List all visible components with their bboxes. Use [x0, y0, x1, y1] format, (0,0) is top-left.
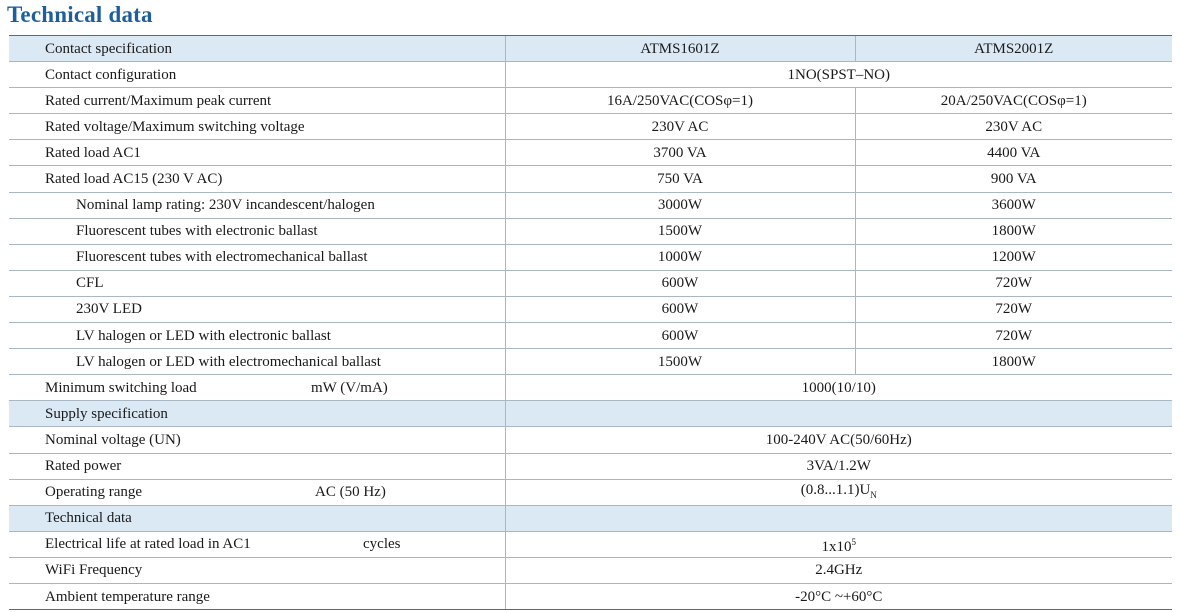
row-value: 1NO(SPST–NO) — [505, 62, 1172, 88]
row-value-b: 230V AC — [855, 114, 1172, 140]
row-label: Rated load AC15 (230 V AC) — [9, 166, 505, 192]
section-header: Technical data — [9, 505, 505, 531]
row-label-cell — [9, 479, 505, 505]
row-value: (0.8...1.1)U — [800, 481, 871, 498]
section-header: Supply specification — [9, 401, 505, 427]
row-value-superscript: 5 — [851, 536, 856, 547]
row-label: LV halogen or LED with electromechanical ballast — [9, 349, 505, 375]
row-label: CFL — [9, 270, 505, 296]
row-value: 1x10 — [821, 538, 852, 555]
row-label-cell — [9, 375, 505, 401]
row-value-a: 600W — [505, 270, 855, 296]
section-header-blank — [505, 401, 1172, 427]
row-value-a: 600W — [505, 323, 855, 349]
row-label: Rated load AC1 — [9, 140, 505, 166]
row-label-cell — [9, 531, 505, 557]
table-row — [9, 140, 1172, 166]
table-row — [9, 62, 1172, 88]
table-row — [9, 244, 1172, 270]
row-value: 1000(10/10) — [505, 375, 1172, 401]
row-label: Nominal lamp rating: 230V incandescent/halogen — [9, 192, 505, 218]
table-row — [9, 427, 1172, 453]
row-unit: AC (50 Hz) — [315, 484, 386, 501]
row-value-a: 1500W — [505, 218, 855, 244]
row-unit: mW (V/mA) — [311, 379, 388, 396]
row-value-b: 720W — [855, 323, 1172, 349]
row-value-cell — [505, 479, 1172, 505]
table-row — [9, 114, 1172, 140]
table-row — [9, 218, 1172, 244]
row-label: LV halogen or LED with electronic ballast — [9, 323, 505, 349]
table-row — [9, 88, 1172, 114]
model-a-header: ATMS1601Z — [505, 36, 855, 62]
row-value-b: 20A/250VAC(COSφ=1) — [855, 88, 1172, 114]
row-label: Fluorescent tubes with electromechanical ballast — [9, 244, 505, 270]
table-row — [9, 166, 1172, 192]
row-value-b: 1200W — [855, 244, 1172, 270]
row-label: Minimum switching load — [45, 379, 197, 396]
row-value-a: 3000W — [505, 192, 855, 218]
row-value-b: 720W — [855, 270, 1172, 296]
row-value-subscript: N — [870, 489, 877, 500]
row-label: Contact specification — [9, 36, 505, 62]
row-value-b: 720W — [855, 296, 1172, 322]
row-label: Operating range — [45, 484, 143, 501]
row-label: Rated voltage/Maximum switching voltage — [9, 114, 505, 140]
row-value: 2.4GHz — [505, 557, 1172, 583]
section-header-row — [9, 401, 1172, 427]
row-label: Nominal voltage (UN) — [9, 427, 505, 453]
table-row — [9, 479, 1172, 505]
page-title: Technical data — [7, 2, 153, 27]
row-value-b: 900 VA — [855, 166, 1172, 192]
row-value-b: 1800W — [855, 218, 1172, 244]
row-value-cell — [505, 531, 1172, 557]
table-row — [9, 453, 1172, 479]
row-label: 230V LED — [9, 296, 505, 322]
table-row — [9, 296, 1172, 322]
row-value-a: 1000W — [505, 244, 855, 270]
row-label: Fluorescent tubes with electronic ballast — [9, 218, 505, 244]
table-row — [9, 531, 1172, 557]
row-unit: cycles — [363, 536, 401, 553]
row-value-a: 1500W — [505, 349, 855, 375]
row-value: -20°C ~+60°C — [505, 583, 1172, 609]
row-value-b: 3600W — [855, 192, 1172, 218]
row-label: Contact configuration — [9, 62, 505, 88]
row-value-a: 3700 VA — [505, 140, 855, 166]
row-label: Rated power — [9, 453, 505, 479]
row-label: WiFi Frequency — [9, 557, 505, 583]
row-label: Electrical life at rated load in AC1 — [45, 536, 251, 553]
table-row — [9, 323, 1172, 349]
row-label: Ambient temperature range — [9, 583, 505, 609]
table-row — [9, 192, 1172, 218]
table-row — [9, 557, 1172, 583]
table-row — [9, 375, 1172, 401]
row-label: Rated current/Maximum peak current — [9, 88, 505, 114]
row-value-a: 230V AC — [505, 114, 855, 140]
row-value-a: 750 VA — [505, 166, 855, 192]
table-row — [9, 270, 1172, 296]
section-header-row — [9, 505, 1172, 531]
row-value-b: 4400 VA — [855, 140, 1172, 166]
row-value-b: 1800W — [855, 349, 1172, 375]
technical-data-table — [9, 35, 1172, 610]
table-row — [9, 349, 1172, 375]
row-value: 100-240V AC(50/60Hz) — [505, 427, 1172, 453]
row-value: 3VA/1.2W — [505, 453, 1172, 479]
table-row — [9, 36, 1172, 62]
row-value-a: 16A/250VAC(COSφ=1) — [505, 88, 855, 114]
row-value-a: 600W — [505, 296, 855, 322]
section-header-blank — [505, 505, 1172, 531]
table-row — [9, 583, 1172, 609]
model-b-header: ATMS2001Z — [855, 36, 1172, 62]
